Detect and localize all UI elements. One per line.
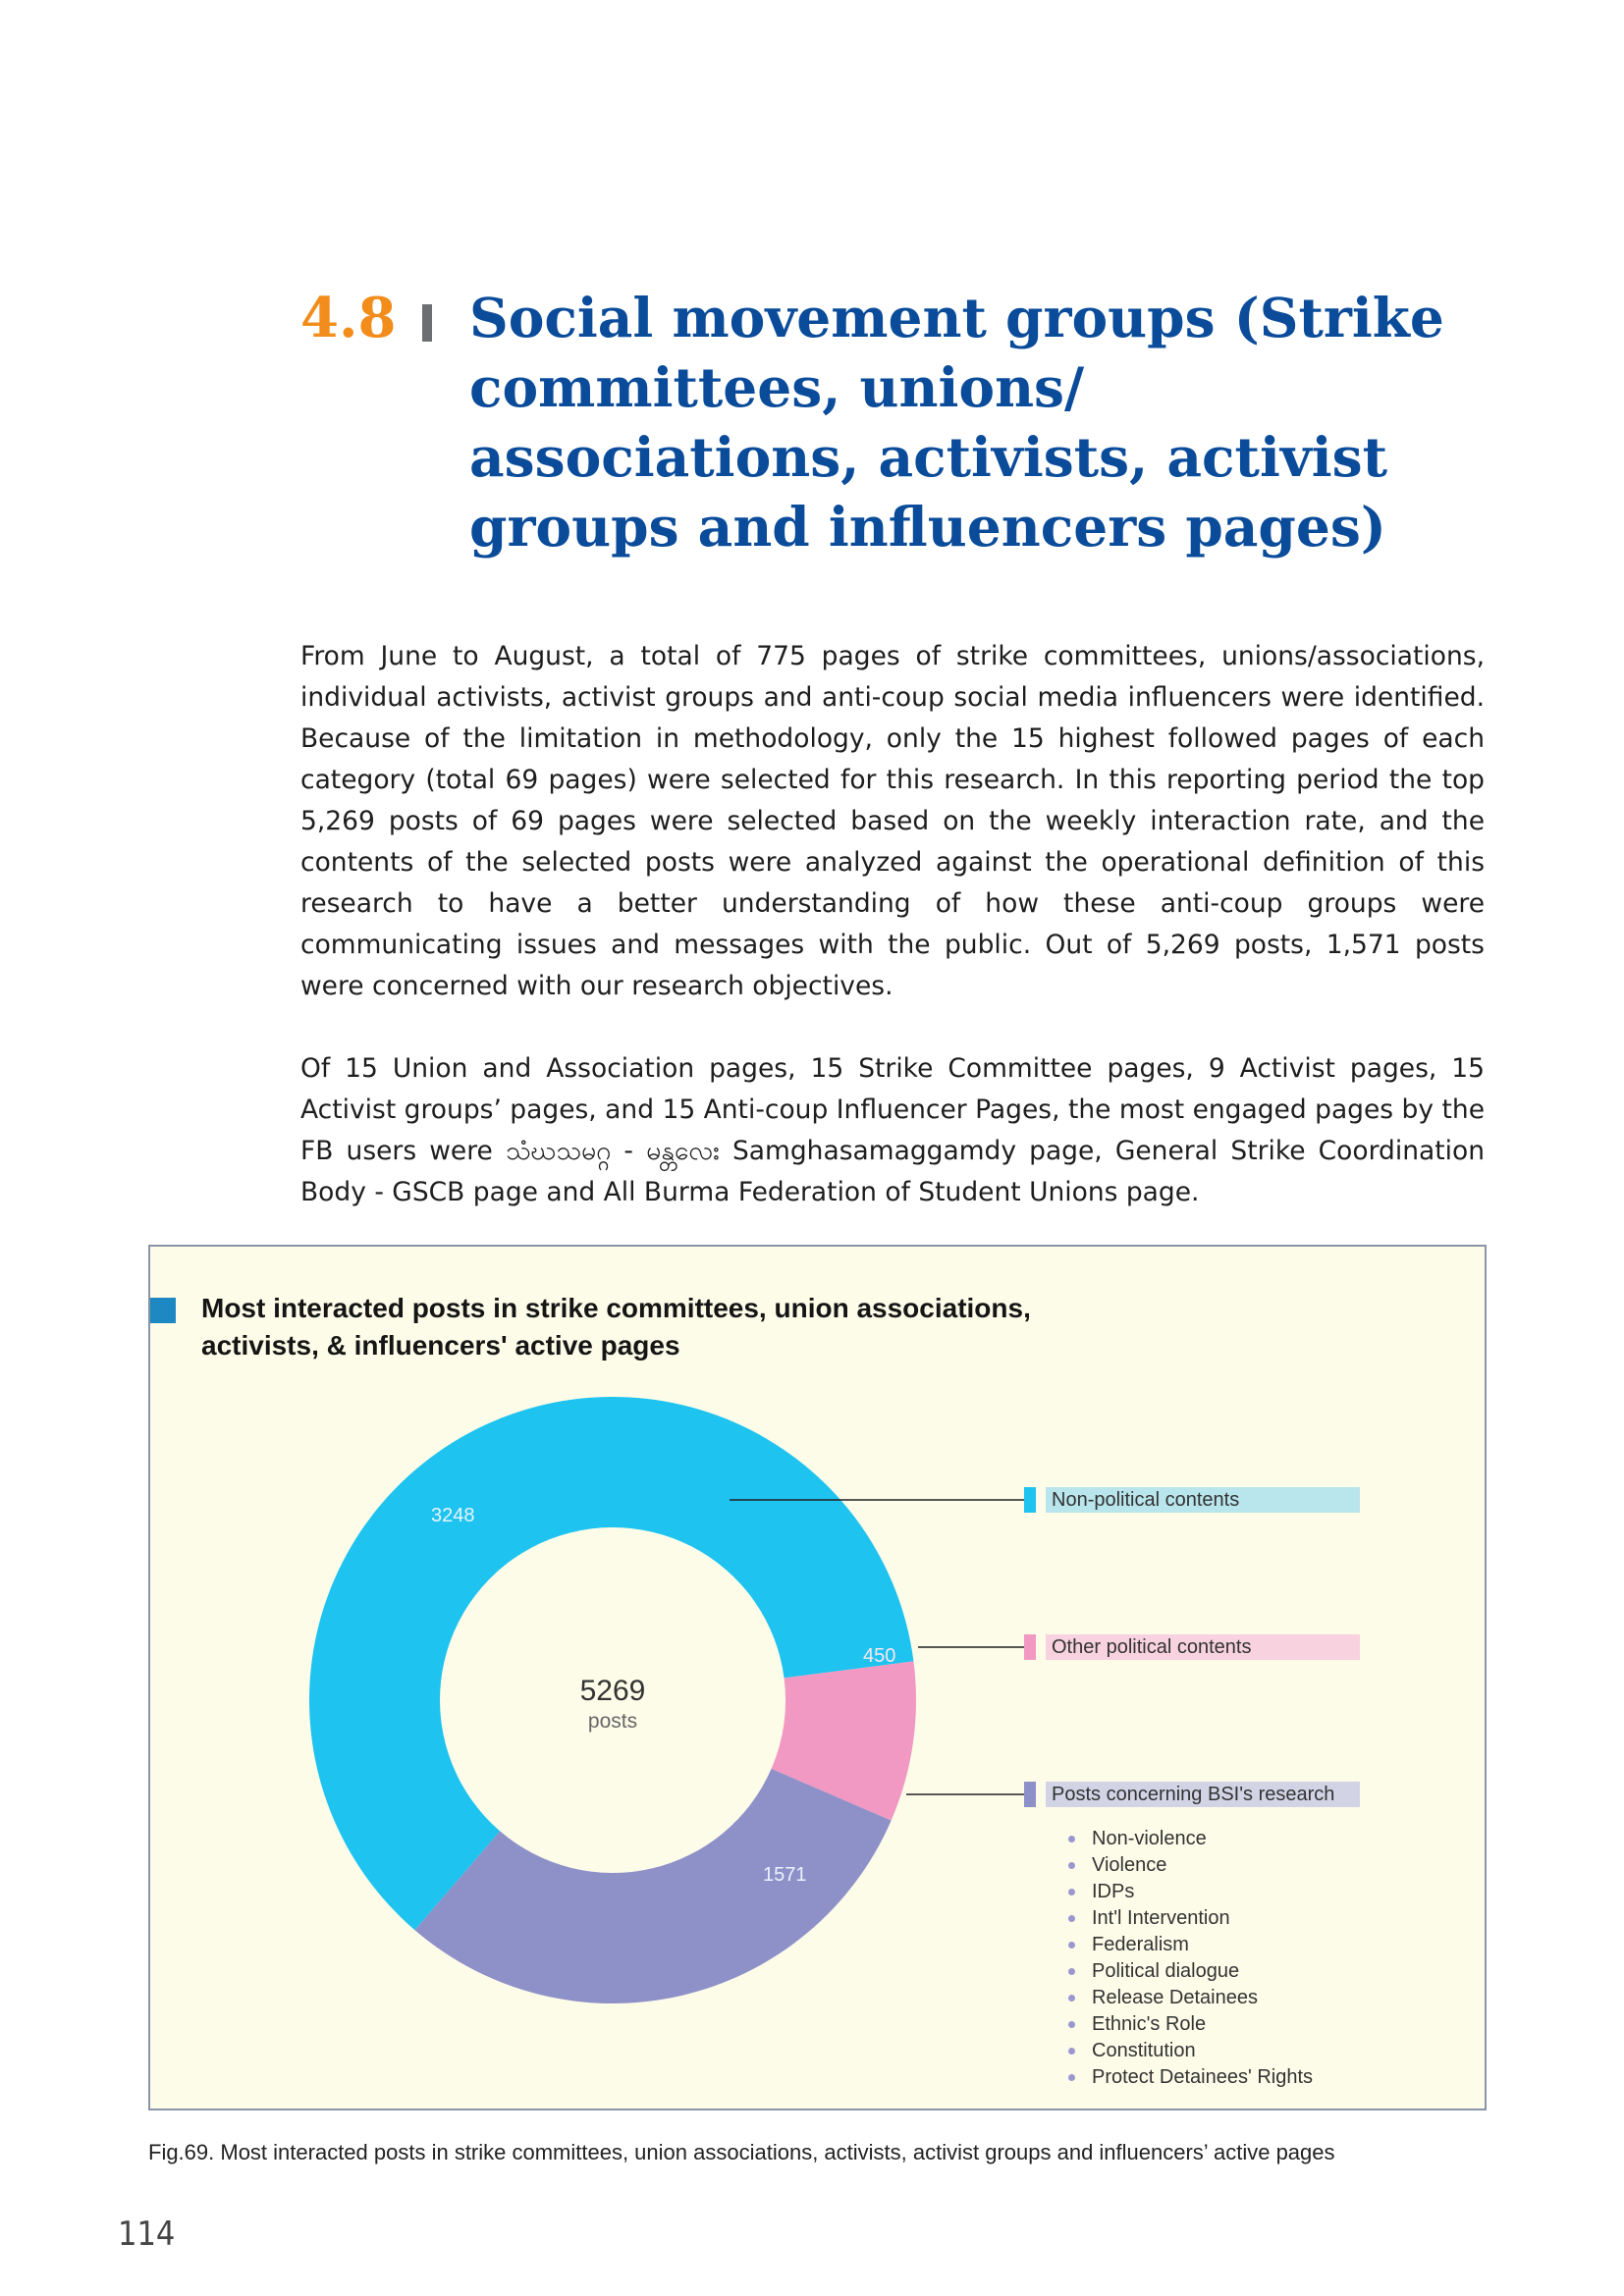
section-number: 4.8 xyxy=(300,286,397,350)
body-paragraph-2: Of 15 Union and Association pages, 15 Strike Committee pages, 9 Activist pages, 15 Activist groups’ pages, and 15 Anti-coup Influencer Pages, the most engaged pages by the FB users were သံဃသမဂ္ဂ - မန္တလေး Samghasamaggamdy page, General Strike Coordination Body - GSCB page and All Burma Federation of Student Unions page. xyxy=(300,1053,1485,1207)
center-total-value: 5269 xyxy=(579,1675,646,1707)
list-item: Release Detainees xyxy=(1068,1985,1313,2011)
figure-panel xyxy=(148,1245,1487,2110)
figure-caption: Fig.69. Most interacted posts in strike committees, union associations, activists, activist groups and influencers’ active pages xyxy=(148,2140,1335,2164)
slice-value-label-other-political: 450 xyxy=(863,1645,896,1667)
list-item: Constitution xyxy=(1068,2038,1313,2064)
list-item: Ethnic's Role xyxy=(1068,2011,1313,2038)
list-item: Federalism xyxy=(1068,1932,1313,1958)
legend-label: Other political contents xyxy=(1046,1634,1360,1660)
legend-swatch xyxy=(1024,1487,1036,1513)
section-title: Social movement groups (Strike committees, unions/ associations, activists, activist groups and influencers pages) xyxy=(469,286,1444,559)
body-paragraph-1: From June to August, a total of 775 pages of strike committees, unions/associations, individual activists, activist groups and anti-coup social media influencers were identified. Because of the limitation in methodology, only the 15 highest followed pages of each category (total 69 pages) were selected for this research. In this reporting period the top 5,269 posts of 69 pages were selected based on the weekly interaction rate, and the contents of the selected posts were analyzed against the operational definition of this research to have a better understanding of how these anti-coup groups were communicating issues and messages with the public. Out of 5,269 posts, 1,571 posts were concerned with our research objectives. xyxy=(300,641,1485,1001)
research-topics-list xyxy=(1068,1826,1313,2091)
donut-slice-bsi-research xyxy=(414,1769,891,2003)
list-item: Violence xyxy=(1068,1852,1313,1879)
legend-swatch xyxy=(1024,1634,1036,1660)
slice-value-label-non-political: 3248 xyxy=(431,1505,475,1526)
legend-label: Non-political contents xyxy=(1046,1487,1360,1513)
list-item: Political dialogue xyxy=(1068,1958,1313,1985)
list-item: Protect Detainees' Rights xyxy=(1068,2064,1313,2091)
legend-swatch xyxy=(1024,1782,1036,1807)
page-number: 114 xyxy=(118,2215,176,2254)
legend-label: Posts concerning BSI's research xyxy=(1046,1782,1360,1807)
chart-title: Most interacted posts in strike committees, union associations, activists, & influencers' active pages xyxy=(201,1293,1031,1361)
slice-value-label-bsi-research: 1571 xyxy=(763,1864,807,1886)
section-divider xyxy=(422,304,432,342)
list-item: Int'l Intervention xyxy=(1068,1905,1313,1932)
center-total-unit: posts xyxy=(587,1710,638,1733)
list-item: IDPs xyxy=(1068,1879,1313,1905)
list-item: Non-violence xyxy=(1068,1826,1313,1852)
